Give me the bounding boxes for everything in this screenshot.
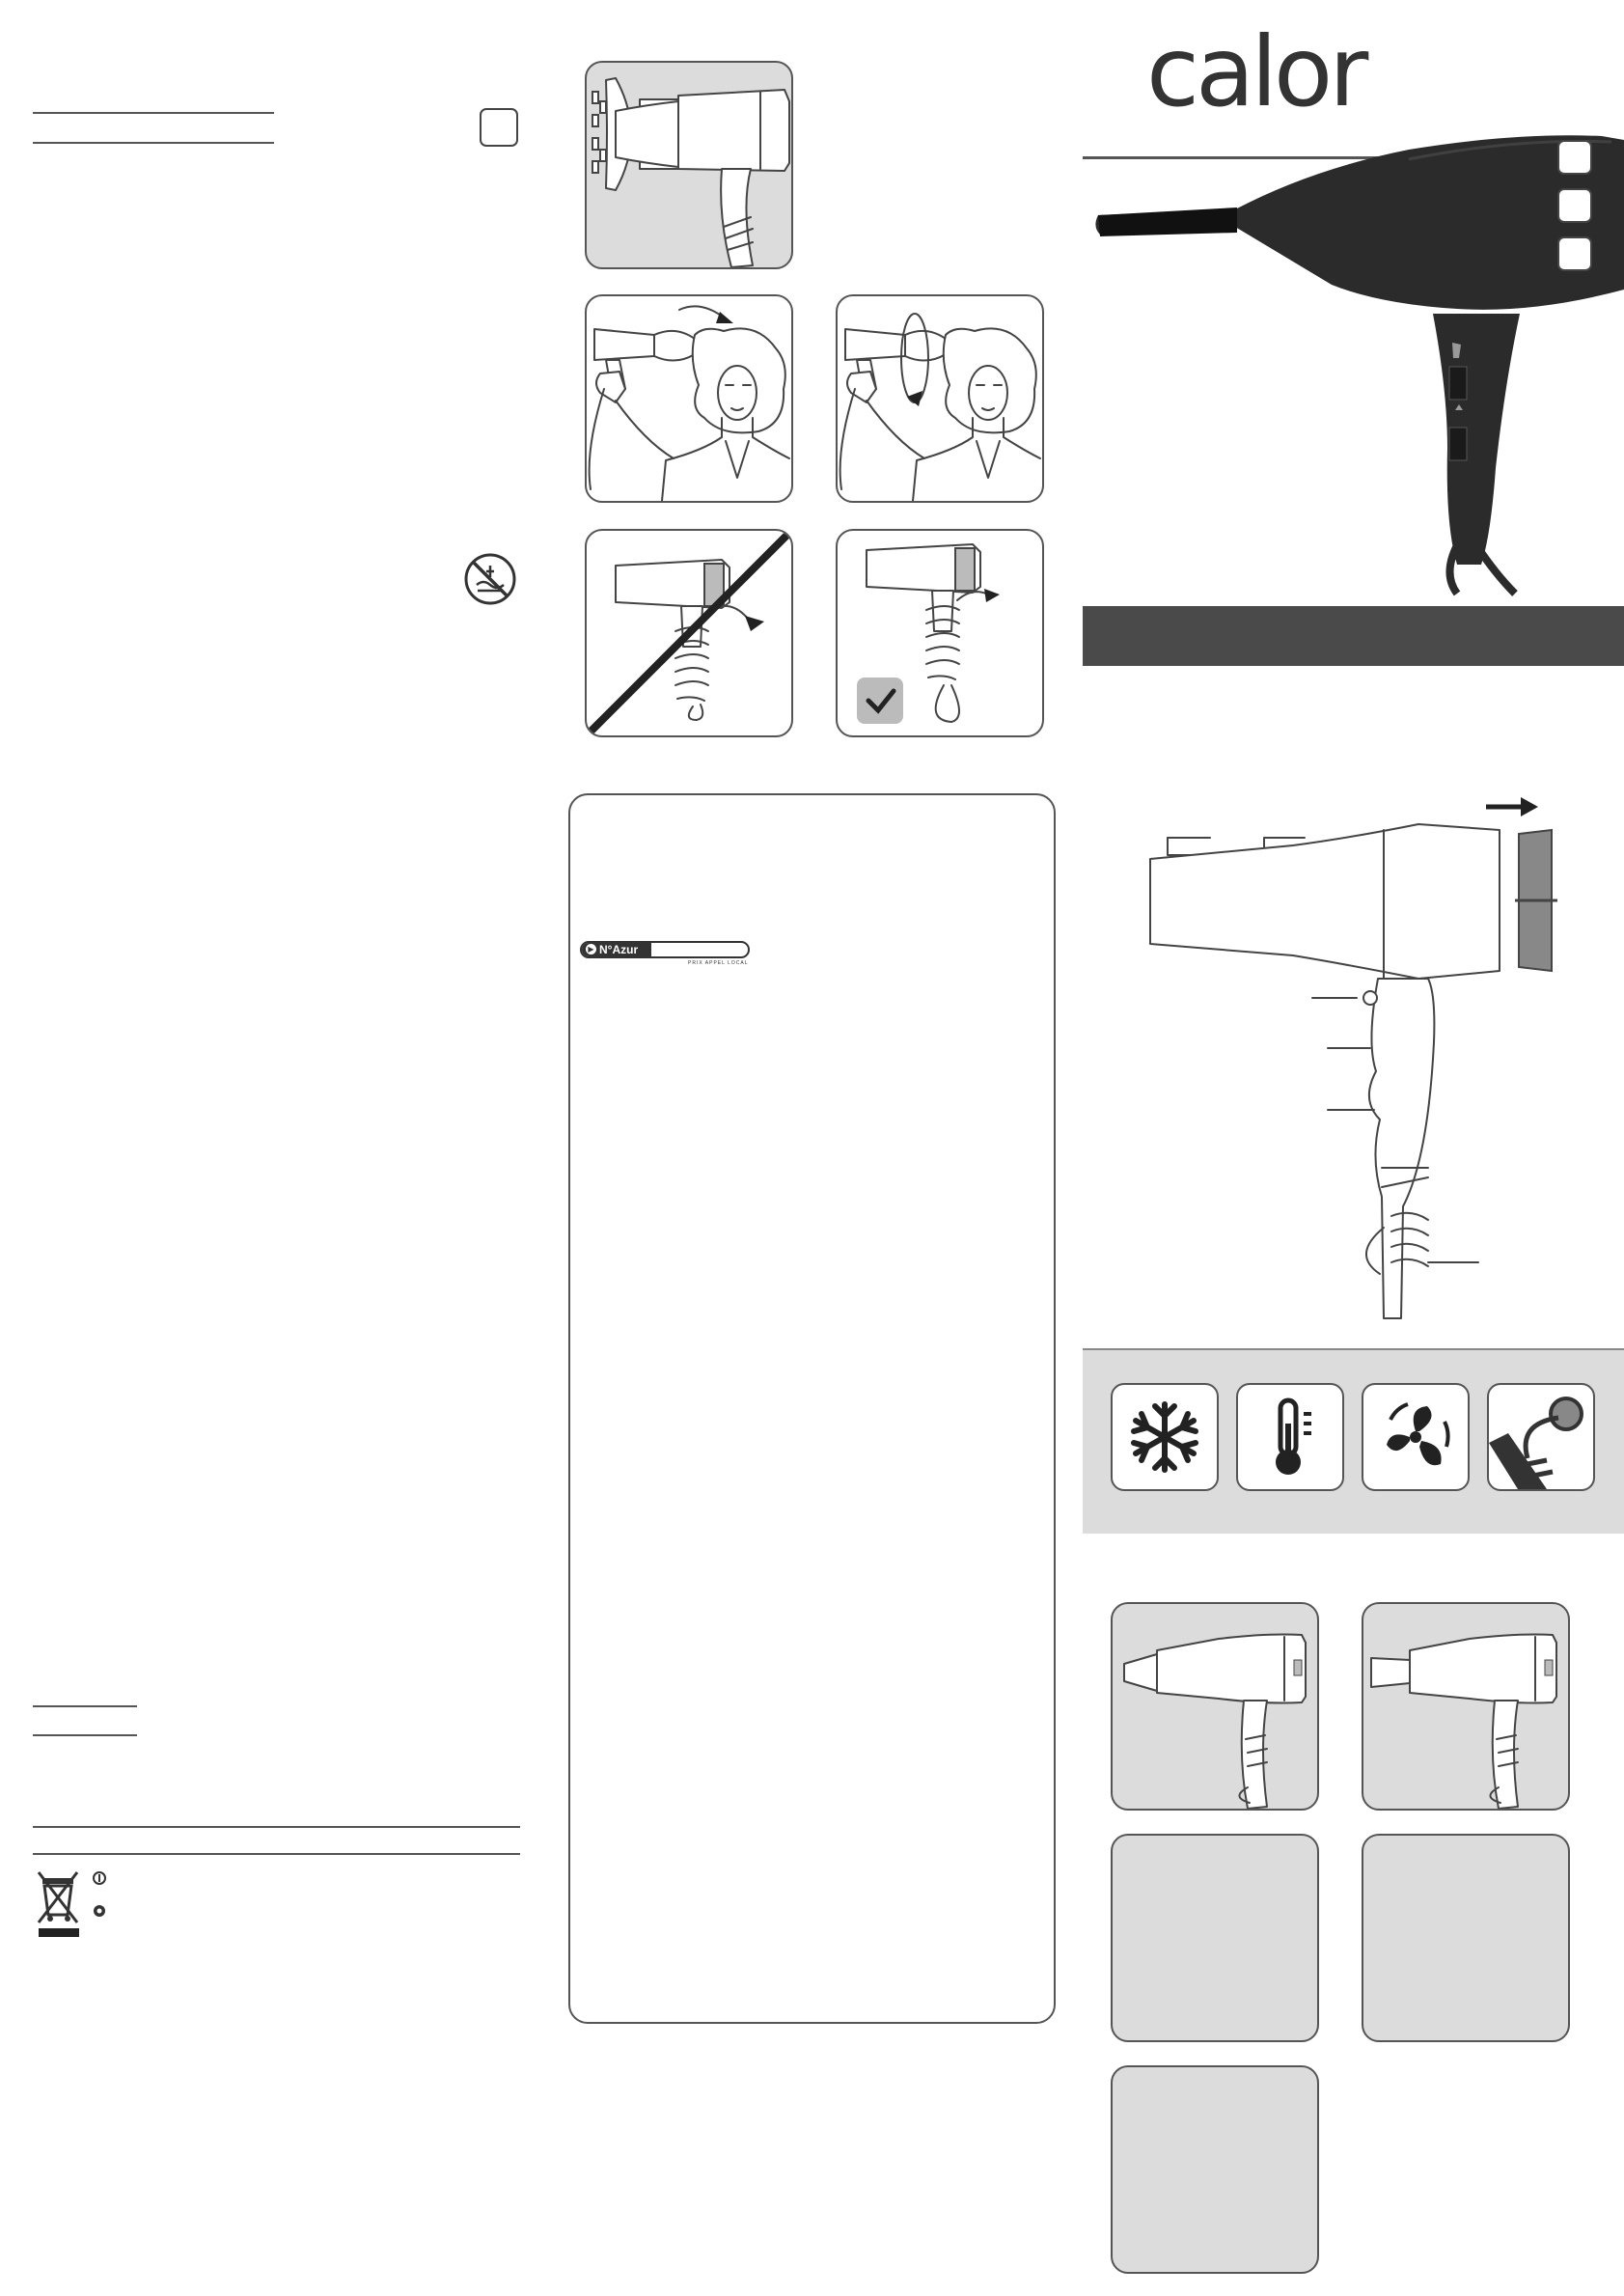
hotline-badge-label: N°Azur bbox=[599, 943, 639, 956]
note-rule-2 bbox=[33, 1734, 137, 1736]
cord-storage-wrong bbox=[585, 529, 793, 737]
blank-panel-1 bbox=[1111, 1834, 1319, 2042]
temperature-tile bbox=[1236, 1383, 1344, 1491]
title-band bbox=[1083, 606, 1624, 666]
cord-storage-correct bbox=[836, 529, 1044, 737]
note-rule-1 bbox=[33, 1705, 137, 1707]
thermometer-icon bbox=[1238, 1385, 1342, 1489]
footer-rule-1 bbox=[33, 1826, 520, 1828]
cold-shot-tile bbox=[1111, 1383, 1219, 1491]
styling-step-2 bbox=[836, 294, 1044, 503]
concentrator-illustration-2 bbox=[1362, 1602, 1570, 1811]
language-box-1 bbox=[1557, 140, 1592, 175]
snowflake-icon bbox=[1113, 1385, 1217, 1489]
concentrator-illustration-1 bbox=[1111, 1602, 1319, 1811]
hanging-loop-icon bbox=[1489, 1385, 1593, 1489]
service-panel bbox=[568, 793, 1056, 2024]
hotline-fine-print: PRIX APPEL LOCAL bbox=[688, 960, 749, 966]
styling-step-1 bbox=[585, 294, 793, 503]
parts-diagram bbox=[1139, 791, 1563, 1332]
hanging-loop-tile bbox=[1487, 1383, 1595, 1491]
speed-tile bbox=[1362, 1383, 1470, 1491]
language-box-2 bbox=[1557, 188, 1592, 223]
blank-panel-3 bbox=[1111, 2065, 1319, 2274]
header-rule-2 bbox=[33, 142, 274, 144]
arrow-circle-icon: ▶ bbox=[586, 944, 596, 954]
hotline-badge bbox=[580, 941, 750, 958]
header-rule-1 bbox=[33, 112, 274, 114]
hair-dryer-product-image bbox=[1090, 121, 1624, 603]
fan-icon bbox=[1363, 1385, 1468, 1489]
brand-logo: calor bbox=[1146, 15, 1365, 128]
language-code-box bbox=[480, 108, 518, 147]
crossed-bin-icon bbox=[35, 1865, 112, 1942]
no-water-icon bbox=[463, 552, 517, 606]
language-box-3 bbox=[1557, 236, 1592, 271]
blank-panel-2 bbox=[1362, 1834, 1570, 2042]
diffuser-illustration bbox=[585, 61, 793, 269]
footer-rule-2 bbox=[33, 1853, 520, 1855]
